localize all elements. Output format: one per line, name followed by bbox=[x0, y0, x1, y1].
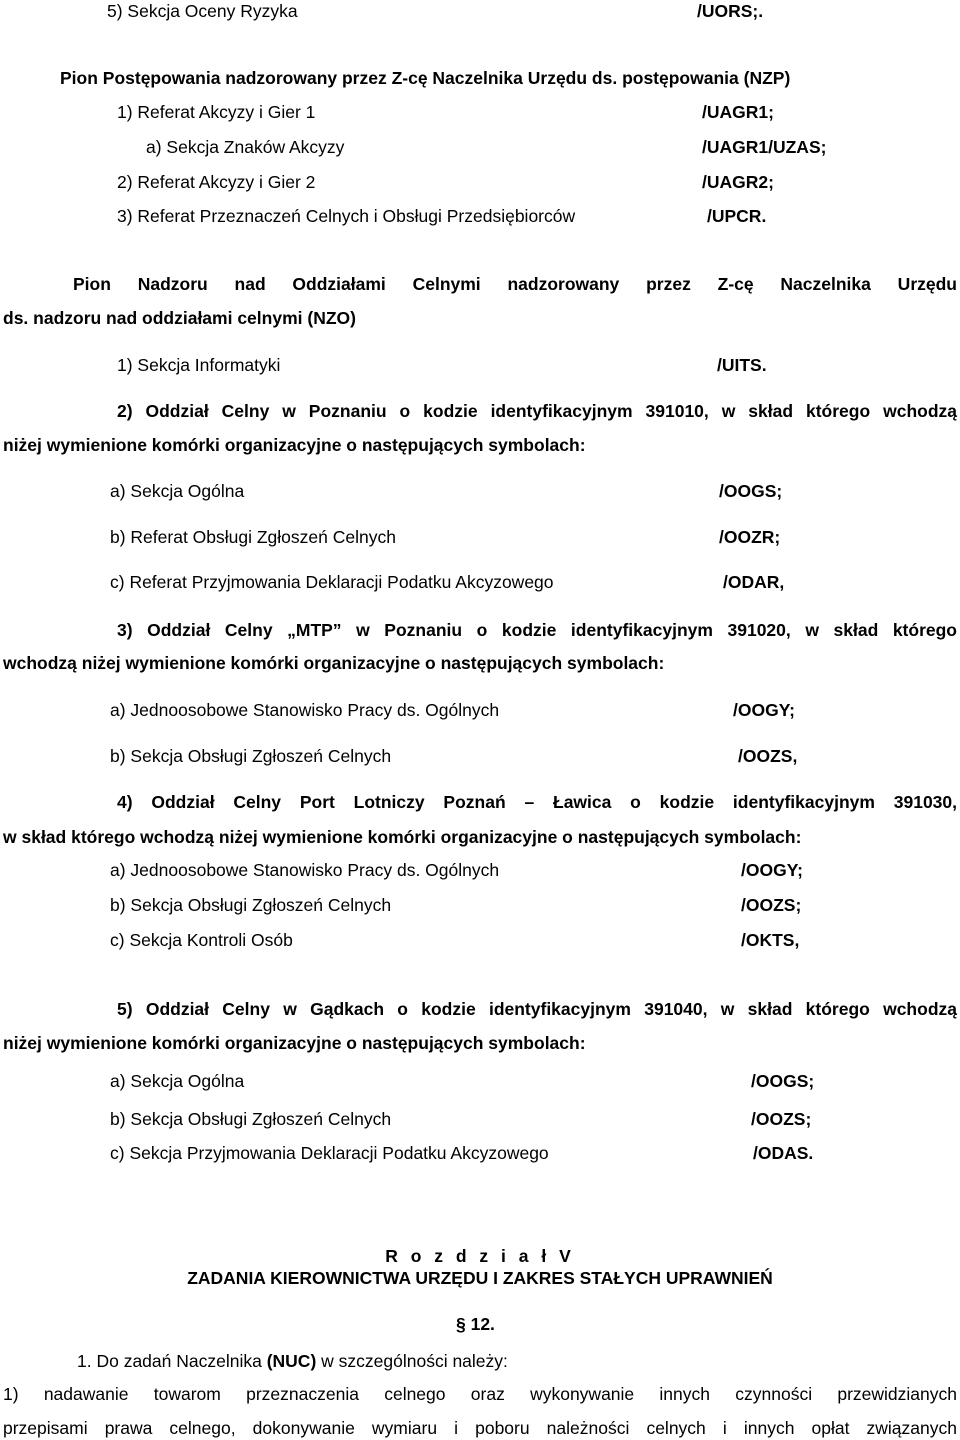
oddzial-gadki-intro: 5) Oddział Celny w Gądkach o kodzie identyfikacyjnym 391040, w skład którego wchodzą bbox=[117, 999, 957, 1019]
chapter-subtitle: ZADANIA KIEROWNICTWA URZĘDU I ZAKRES STAŁYCH UPRAWNIEŃ bbox=[187, 1268, 773, 1288]
paragraph-1-item-1: 1) nadawanie towarom przeznaczenia celnego oraz wykonywanie innych czynności przewidzianych bbox=[3, 1384, 957, 1404]
nzp-item-1a-label: a) Sekcja Znaków Akcyzy bbox=[146, 137, 345, 157]
poznan-item-a-symbol: /OOGS; bbox=[719, 481, 783, 501]
nzp-item-1a-symbol: /UAGR1/UZAS; bbox=[702, 137, 827, 157]
gadki-item-c-symbol: /ODAS. bbox=[753, 1143, 814, 1163]
paragraph-1-item-1-cont: przepisami prawa celnego, dokonywanie wymiaru i poboru należności celnych i innych opłat związanych bbox=[3, 1418, 957, 1438]
lawica-item-a-label: a) Jednoosobowe Stanowisko Pracy ds. Ogólnych bbox=[110, 860, 500, 880]
oddzial-poznan-intro-cont: niżej wymienione komórki organizacyjne o następujących symbolach: bbox=[3, 435, 586, 455]
poznan-item-c-symbol: /ODAR, bbox=[723, 572, 785, 592]
mtp-item-b-label: b) Sekcja Obsługi Zgłoszeń Celnych bbox=[110, 746, 392, 766]
lawica-item-b-label: b) Sekcja Obsługi Zgłoszeń Celnych bbox=[110, 895, 392, 915]
nzo-item-1-symbol: /UITS. bbox=[717, 355, 767, 375]
gadki-item-a-label: a) Sekcja Ogólna bbox=[110, 1071, 245, 1091]
paragraph-1-intro bbox=[77, 1350, 508, 1372]
pion-nzo-heading: Pion Nadzoru nad Oddziałami Celnymi nadzorowany przez Z-cę Naczelnika Urzędu bbox=[73, 274, 957, 294]
paragraph-number: § 12. bbox=[456, 1314, 495, 1334]
paragraph-1-prefix: 1. Do zadań Naczelnika bbox=[77, 1351, 267, 1371]
oddzial-lawica-intro-cont: w skład którego wchodzą niżej wymienione komórki organizacyjne o następujących symbolach: bbox=[3, 827, 802, 847]
nzp-item-3-label: 3) Referat Przeznaczeń Celnych i Obsługi Przedsiębiorców bbox=[117, 206, 576, 226]
nzp-item-1-symbol: /UAGR1; bbox=[702, 102, 774, 122]
nzp-item-2-label: 2) Referat Akcyzy i Gier 2 bbox=[117, 172, 316, 192]
poznan-item-c-label: c) Referat Przyjmowania Deklaracji Podatku Akcyzowego bbox=[110, 572, 554, 592]
poznan-item-a-label: a) Sekcja Ogólna bbox=[110, 481, 245, 501]
oddzial-poznan-intro: 2) Oddział Celny w Poznaniu o kodzie identyfikacyjnym 391010, w skład którego wchodzą bbox=[117, 401, 957, 421]
mtp-item-b-symbol: /OOZS, bbox=[738, 746, 798, 766]
nzp-item-1-label: 1) Referat Akcyzy i Gier 1 bbox=[117, 102, 316, 122]
lawica-item-c-symbol: /OKTS, bbox=[741, 930, 800, 950]
mtp-item-a-label: a) Jednoosobowe Stanowisko Pracy ds. Ogólnych bbox=[110, 700, 500, 720]
section-5-symbol: /UORS;. bbox=[697, 1, 764, 21]
oddzial-gadki-intro-cont: niżej wymienione komórki organizacyjne o następujących symbolach: bbox=[3, 1033, 586, 1053]
gadki-item-c-label: c) Sekcja Przyjmowania Deklaracji Podatku Akcyzowego bbox=[110, 1143, 549, 1163]
section-5-label: 5) Sekcja Oceny Ryzyka bbox=[107, 1, 298, 21]
nzp-item-2-symbol: /UAGR2; bbox=[702, 172, 774, 192]
gadki-item-b-label: b) Sekcja Obsługi Zgłoszeń Celnych bbox=[110, 1109, 392, 1129]
chapter-title: R o z d z i a ł V bbox=[385, 1246, 575, 1266]
oddzial-lawica-intro: 4) Oddział Celny Port Lotniczy Poznań – Ławica o kodzie identyfikacyjnym 391030, bbox=[117, 792, 957, 812]
lawica-item-c-label: c) Sekcja Kontroli Osób bbox=[110, 930, 293, 950]
poznan-item-b-symbol: /OOZR; bbox=[719, 527, 781, 547]
oddzial-mtp-intro-cont: wchodzą niżej wymienione komórki organizacyjne o następujących symbolach: bbox=[3, 653, 665, 673]
pion-nzo-heading-cont: ds. nadzoru nad oddziałami celnymi (NZO) bbox=[3, 308, 356, 328]
oddzial-mtp-intro: 3) Oddział Celny „MTP” w Poznaniu o kodzie identyfikacyjnym 391020, w skład którego bbox=[117, 620, 957, 640]
mtp-item-a-symbol: /OOGY; bbox=[733, 700, 795, 720]
lawica-item-b-symbol: /OOZS; bbox=[741, 895, 802, 915]
nzo-item-1-label: 1) Sekcja Informatyki bbox=[117, 355, 281, 375]
nzp-item-3-symbol: /UPCR. bbox=[707, 206, 767, 226]
pion-nzp-heading: Pion Postępowania nadzorowany przez Z-cę Naczelnika Urzędu ds. postępowania (NZP) bbox=[60, 68, 791, 88]
paragraph-1-code: (NUC) bbox=[266, 1351, 317, 1371]
paragraph-1-suffix: w szczególności należy: bbox=[316, 1351, 508, 1371]
lawica-item-a-symbol: /OOGY; bbox=[741, 860, 803, 880]
gadki-item-a-symbol: /OOGS; bbox=[751, 1071, 815, 1091]
gadki-item-b-symbol: /OOZS; bbox=[751, 1109, 812, 1129]
poznan-item-b-label: b) Referat Obsługi Zgłoszeń Celnych bbox=[110, 527, 396, 547]
